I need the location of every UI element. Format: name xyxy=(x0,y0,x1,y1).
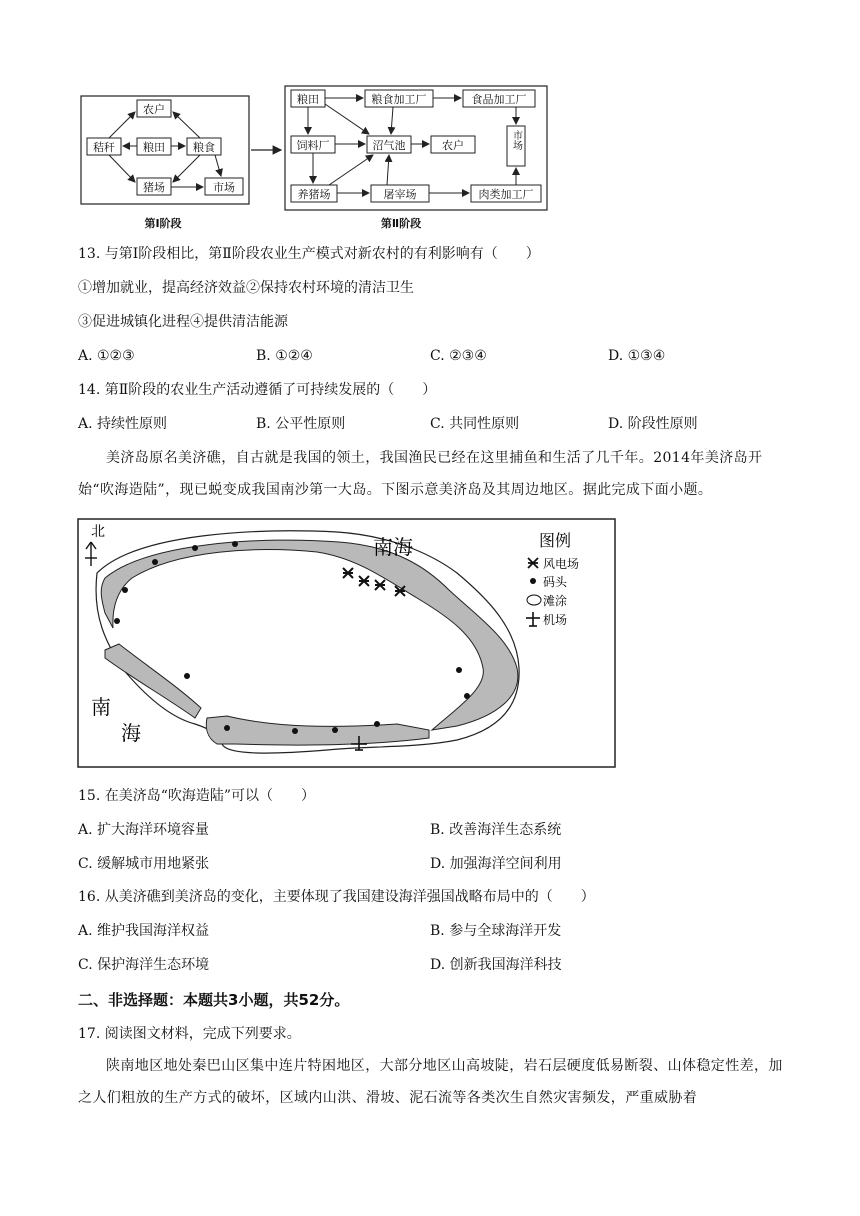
legend-dock-icon xyxy=(530,578,536,584)
q16-option-a[interactable]: A. 维护我国海洋权益 xyxy=(78,923,210,939)
s2-node-shipinjiagong: 食品加工厂 xyxy=(471,93,527,106)
meiji-intro: 美济岛原名美济礁，自古就是我国的领土，我国渔民已经在这里捕鱼和生活了几千年。2014年美济岛开始“吹海造陆”，现已蜕变成我国南沙第一大岛。下图示意美济岛及其周边地区。据此完成下面小题。 xyxy=(78,450,763,498)
q16-stem: 16. 从美济礁到美济岛的变化，主要体现了我国建设海洋强国战略布局中的（ ） xyxy=(78,889,595,905)
q14-option-b[interactable]: B. 公平性原则 xyxy=(256,416,346,432)
q13-option-a[interactable]: A. ①②③ xyxy=(78,348,135,364)
agri-flow-diagram xyxy=(75,82,555,232)
s2-node-nonghu: 农户 xyxy=(442,139,464,152)
q16-option-b[interactable]: B. 参与全球海洋开发 xyxy=(430,923,562,939)
section2-heading: 二、非选择题：本题共3小题，共52分。 xyxy=(78,991,350,1009)
s1-node-zhuchang: 猪场 xyxy=(143,181,165,194)
legend-windfarm: 风电场 xyxy=(543,557,580,571)
s1-node-liangtian: 粮田 xyxy=(143,141,165,154)
s1-node-shichang: 市场 xyxy=(213,181,235,194)
s1-node-jiegan: 秸秆 xyxy=(93,141,115,154)
q14-option-c[interactable]: C. 共同性原则 xyxy=(430,416,520,432)
q13-statement-1: ①增加就业，提高经济效益②保持农村环境的清洁卫生 xyxy=(78,280,414,296)
s1-node-liangshi: 粮食 xyxy=(193,141,215,154)
s2-node-yangzhu: 养猪场 xyxy=(297,188,331,201)
legend-tidalflat: 滩涂 xyxy=(543,594,568,608)
q14-stem: 14. 第Ⅱ阶段的农业生产活动遵循了可持续发展的（ ） xyxy=(78,382,437,398)
q13-option-c[interactable]: C. ②③④ xyxy=(430,348,487,364)
q13-option-b[interactable]: B. ①②④ xyxy=(256,348,313,364)
q15-option-d[interactable]: D. 加强海洋空间利用 xyxy=(430,856,562,872)
legend-airport: 机场 xyxy=(543,613,568,627)
q17-stem: 17. 阅读图文材料，完成下列要求。 xyxy=(78,1026,301,1042)
stage1-caption: 第Ⅰ阶段 xyxy=(144,217,182,230)
sea-label-top: 南海 xyxy=(373,535,413,559)
s2-node-siliao: 饲料厂 xyxy=(296,139,330,152)
q16-option-c[interactable]: C. 保护海洋生态环境 xyxy=(78,957,210,973)
s2-node-zhaoqichi: 沼气池 xyxy=(372,139,406,152)
sea-label-left-1: 南 xyxy=(91,695,111,719)
s2-node-shichang: 市场 xyxy=(510,130,522,150)
s2-node-tujiao: 屠宰场 xyxy=(383,188,417,201)
north-label: 北 xyxy=(91,524,105,540)
legend-title: 图例 xyxy=(539,531,572,550)
q17-material: 陕南地区地处秦巴山区集中连片特困地区，大部分地区山高坡陡，岩石层硬度低易断裂、山体稳定性差，加之人们粗放的生产方式的破坏，区域内山洪、滑坡、泥石流等各类次生自然灾害频发，严重威胁着 xyxy=(78,1058,783,1106)
legend-tidalflat-icon xyxy=(527,595,541,605)
s2-node-liangshijiagong: 粮食加工厂 xyxy=(371,93,427,106)
sea-label-left-2: 海 xyxy=(121,721,141,745)
q13-option-d[interactable]: D. ①③④ xyxy=(608,348,666,364)
q15-option-c[interactable]: C. 缓解城市用地紧张 xyxy=(78,856,210,872)
meiji-island-map xyxy=(77,518,616,768)
q15-option-a[interactable]: A. 扩大海洋环境容量 xyxy=(78,822,210,838)
q14-option-a[interactable]: A. 持续性原则 xyxy=(78,416,168,432)
q15-option-b[interactable]: B. 改善海洋生态系统 xyxy=(430,822,562,838)
s2-node-roulei: 肉类加工厂 xyxy=(478,188,534,201)
s1-node-nonghu: 农户 xyxy=(143,103,165,116)
q15-stem: 15. 在美济岛“吹海造陆”可以（ ） xyxy=(78,788,316,804)
stage2-caption: 第Ⅱ阶段 xyxy=(380,217,422,230)
q16-option-d[interactable]: D. 创新我国海洋科技 xyxy=(430,957,562,973)
q13-statement-2: ③促进城镇化进程④提供清洁能源 xyxy=(78,314,288,330)
legend-dock: 码头 xyxy=(543,575,568,589)
q13-stem: 13. 与第Ⅰ阶段相比，第Ⅱ阶段农业生产模式对新农村的有利影响有（ ） xyxy=(78,246,540,262)
q14-option-d[interactable]: D. 阶段性原则 xyxy=(608,416,698,432)
s2-node-liangtian: 粮田 xyxy=(297,93,319,106)
